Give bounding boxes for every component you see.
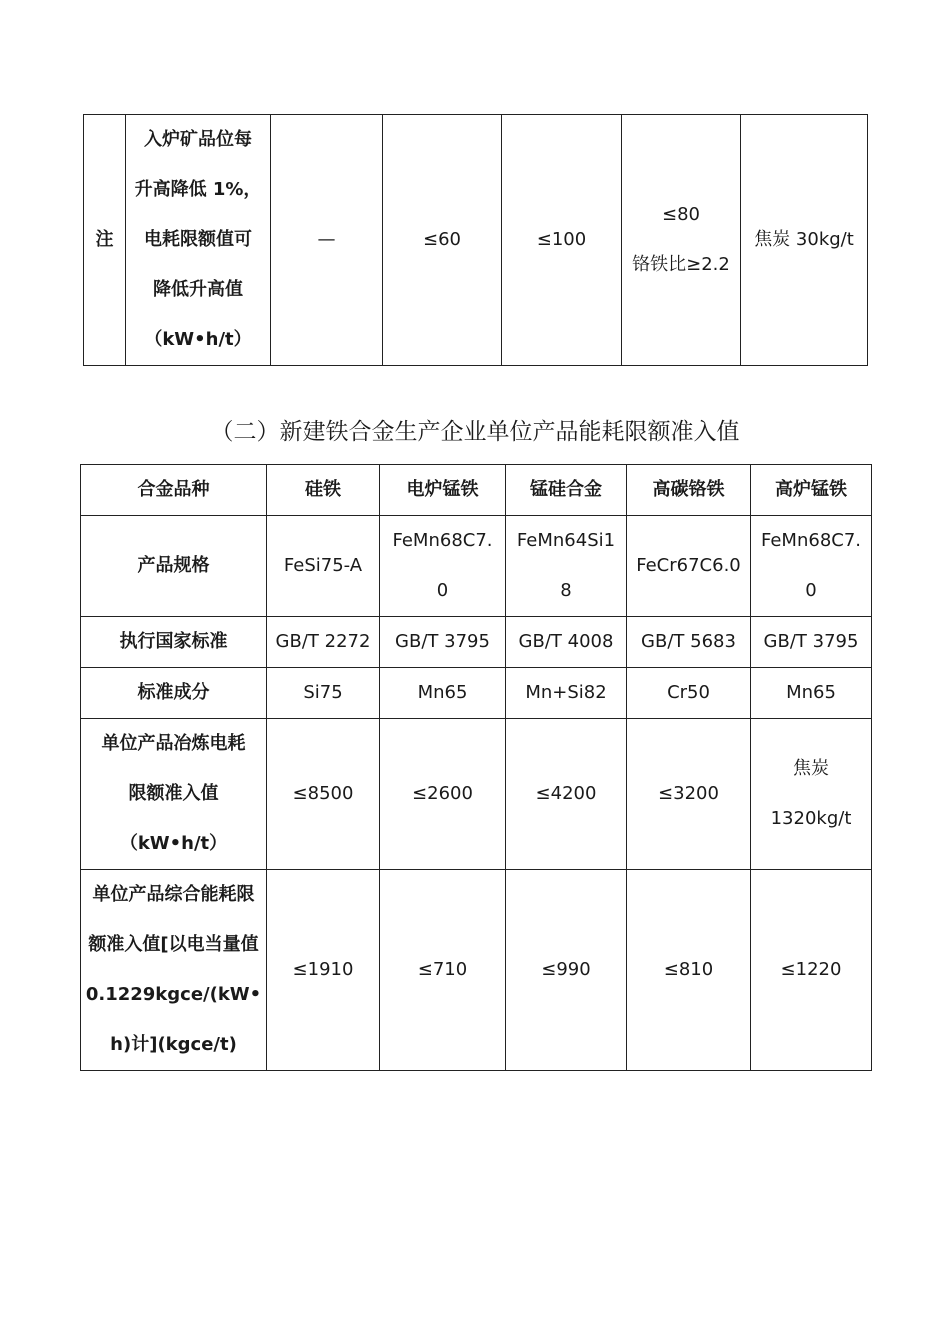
smelting-cell [506, 719, 627, 870]
note-cell: ≤100 [502, 115, 622, 366]
composition-cell: Mn65 [380, 668, 506, 719]
row-label-line: 单位产品冶炼电耗 [101, 733, 246, 754]
cell-line: FeSi75-A [283, 555, 363, 576]
note-cell: — [271, 115, 383, 366]
header-cell: 电炉锰铁 [380, 465, 506, 516]
standard-cell: GB/T 3795 [751, 617, 872, 668]
cell-line: FeMn68C7. [760, 530, 862, 551]
section-title: （二）新建铁合金生产企业单位产品能耗限额准入值 [210, 419, 740, 445]
row-label-line: h)计](kgce/t) [110, 1034, 237, 1055]
spec-row [81, 516, 872, 617]
cell-line: FeCr67C6.0 [636, 555, 741, 576]
composition-cell: Mn65 [751, 668, 872, 719]
cell-line: 0 [805, 580, 817, 601]
standard-cell: GB/T 2272 [267, 617, 380, 668]
header-cell: 高炉锰铁 [751, 465, 872, 516]
comprehensive-cell: ≤810 [627, 870, 751, 1071]
standard-cell: GB/T 5683 [627, 617, 751, 668]
cell-line: 8 [560, 580, 572, 601]
cell-line: 0 [436, 580, 449, 601]
row-label-line: 额准入值[以电当量值 [88, 934, 259, 955]
note-desc-line: 入炉矿品位每 [144, 129, 252, 150]
comprehensive-cell: ≤710 [380, 870, 506, 1071]
smelting-cell [751, 719, 872, 870]
note-label: 注 [84, 115, 126, 366]
row-label-line: 单位产品综合能耗限 [92, 884, 255, 905]
spec-cell [506, 516, 627, 617]
spec-cell [627, 516, 751, 617]
standard-cell: GB/T 4008 [506, 617, 627, 668]
spec-cell [380, 516, 506, 617]
standard-cell: GB/T 3795 [380, 617, 506, 668]
header-row [81, 465, 872, 516]
cell-line: ≤3200 [658, 783, 719, 804]
composition-row [81, 668, 872, 719]
note-desc-line: 电耗限额值可 [144, 229, 252, 250]
comprehensive-row [81, 870, 872, 1071]
cell-line: FeMn64Si1 [516, 530, 616, 551]
comprehensive-cell: ≤990 [506, 870, 627, 1071]
comprehensive-cell: ≤1910 [267, 870, 380, 1071]
cell-line: ≤8500 [292, 783, 354, 804]
note-desc-line: 降低升高值 [153, 279, 243, 300]
row-label [81, 870, 267, 1071]
header-cell: 高碳铬铁 [627, 465, 751, 516]
row-label: 执行国家标准 [81, 617, 267, 668]
cell-line: 焦炭 [793, 758, 829, 779]
cell-line: 1320kg/t [770, 808, 852, 829]
row-label-line: （kW•h/t） [119, 833, 228, 854]
row-label-line: 限额准入值 [128, 783, 219, 804]
row-label: 产品规格 [81, 516, 267, 617]
note-description [126, 115, 271, 366]
header-cell: 硅铁 [267, 465, 380, 516]
standard-row [81, 617, 872, 668]
note-cell-line: 铬铁比≥2.2 [632, 254, 730, 275]
header-cell: 合金品种 [81, 465, 267, 516]
note-table [83, 114, 868, 366]
composition-cell: Cr50 [627, 668, 751, 719]
row-label: 标准成分 [81, 668, 267, 719]
header-cell: 锰硅合金 [506, 465, 627, 516]
note-cell [622, 115, 741, 366]
composition-cell: Mn+Si82 [506, 668, 627, 719]
comprehensive-cell: ≤1220 [751, 870, 872, 1071]
cell-line: FeMn68C7. [392, 530, 493, 551]
note-cell-line: ≤80 [662, 204, 700, 225]
cell-line: ≤4200 [535, 783, 597, 804]
spec-cell [751, 516, 872, 617]
cell-line: ≤2600 [412, 783, 473, 804]
smelting-cell [267, 719, 380, 870]
smelting-cell [627, 719, 751, 870]
energy-limit-table [80, 464, 872, 1071]
note-desc-line: （kW•h/t） [144, 329, 252, 350]
row-label [81, 719, 267, 870]
spec-cell [267, 516, 380, 617]
note-row [84, 115, 868, 366]
smelting-row [81, 719, 872, 870]
composition-cell: Si75 [267, 668, 380, 719]
note-cell: ≤60 [383, 115, 502, 366]
smelting-cell [380, 719, 506, 870]
note-desc-line: 升高降低 1%， [134, 179, 262, 200]
note-cell: 焦炭 30kg/t [741, 115, 868, 366]
row-label-line: 0.1229kgce/(kW• [85, 984, 262, 1005]
